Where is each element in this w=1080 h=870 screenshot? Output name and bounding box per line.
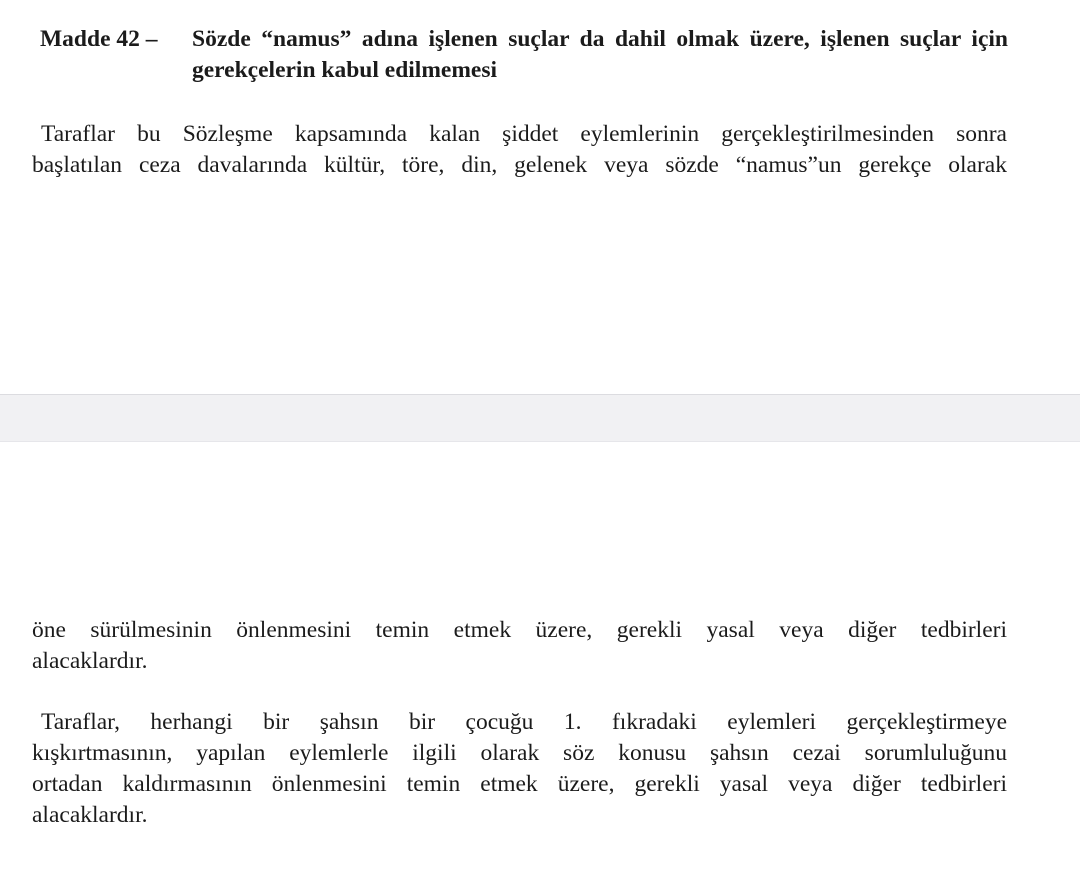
paragraph-line: öne sürülmesinin önlenmesini temin etmek üzere, gerekli yasal veya diğer tedbirleri bbox=[32, 617, 1007, 643]
paragraph-line: ortadan kaldırmasının önlenmesini temin etmek üzere, gerekli yasal veya diğer tedbirleri bbox=[32, 771, 1007, 797]
paragraph-line: kışkırtmasının, yapılan eylemlerle ilgili olarak söz konusu şahsın cezai sorumluluğunu bbox=[32, 740, 1007, 766]
article-number: Madde 42 – bbox=[40, 26, 158, 52]
article-heading bbox=[40, 24, 1008, 86]
paragraph-line: alacaklardır. bbox=[32, 802, 148, 828]
paragraph-line: alacaklardır. bbox=[32, 648, 148, 674]
paragraph-1-continued bbox=[32, 615, 1007, 677]
paragraph-2 bbox=[32, 707, 1007, 831]
page-separator bbox=[0, 394, 1080, 442]
cut-off-text-line bbox=[60, 862, 390, 870]
article-title: Sözde “namus” adına işlenen suçlar da dahil olmak üzere, işlenen suçlar için gerekçelerin kabul edilmemesi bbox=[192, 26, 1008, 83]
paragraph-line: Taraflar bu Sözleşme kapsamında kalan şiddet eylemlerinin gerçekleştirilmesinden sonra bbox=[41, 121, 1007, 147]
paragraph-line: Taraflar, herhangi bir şahsın bir çocuğu 1. fıkradaki eylemleri gerçekleştirmeye bbox=[41, 709, 1007, 735]
paragraph-line: başlatılan ceza davalarında kültür, töre, din, gelenek veya sözde “namus”un gerekçe olarak bbox=[32, 152, 1007, 178]
document-page-top bbox=[0, 0, 1080, 394]
paragraph-1 bbox=[32, 119, 1007, 181]
